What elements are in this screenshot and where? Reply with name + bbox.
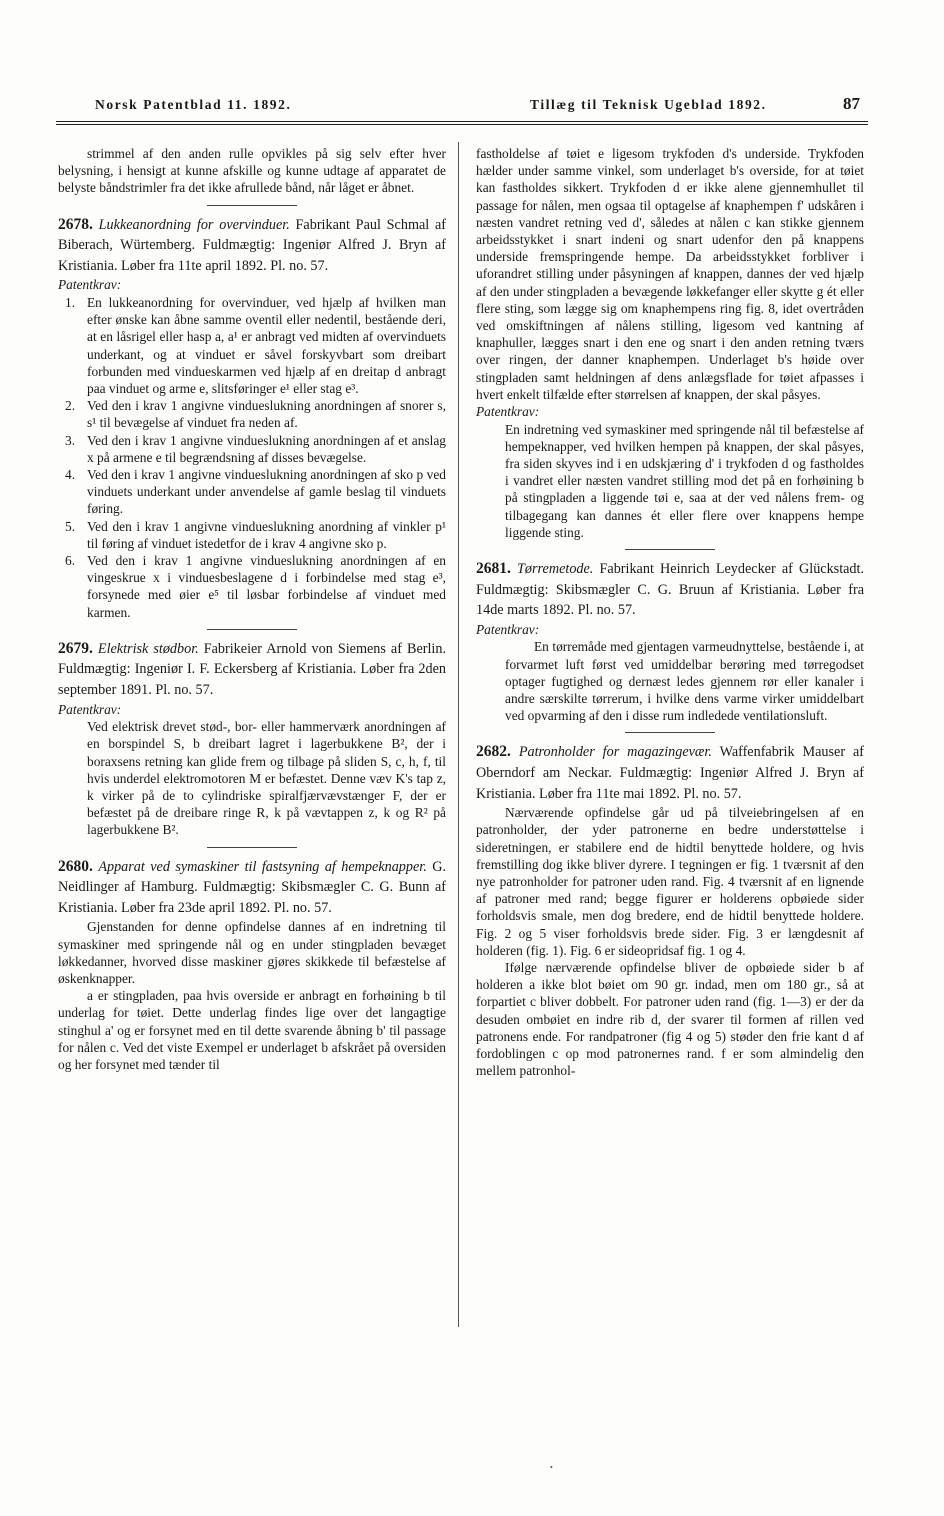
- patent-number: 2678.: [58, 215, 93, 233]
- patent-entry-2682: [476, 742, 864, 1079]
- claim-item: [65, 397, 446, 431]
- header-rule-bottom: [56, 124, 868, 125]
- patent-applicant: Fabrikant Heinrich Leydecker af Glückstadt. Fuldmægtig: Skibsmægler C. G. Bruun af Kristiania. Løber fra 14de marts 1892. Pl. no. 57.: [476, 561, 865, 619]
- patentkrav-label: Patentkrav:: [58, 277, 122, 293]
- body-paragraph: a er stingpladen, paa hvis overside er anbragt en forhøining b til underlag for tøiet. Dette underlag findes lige over det langagtige stinghul a' og er forsynet med en til dette svarende åbning b' til passage for nålen c. Ved det viste Exempel er underlaget b afskrået på oversiden og her forsynet med tænder til: [58, 988, 446, 1073]
- claim-number: 6.: [65, 553, 76, 569]
- print-speck: •: [550, 1463, 553, 1472]
- claim-text: Ved den i krav 1 angivne vindueslukning anordningen af sko p ved vinduets underkant under anvendelse af gamle beslag til vinduets føring.: [87, 467, 446, 517]
- patent-number: 2682.: [476, 743, 511, 761]
- entry-heading: [476, 559, 864, 621]
- section-separator: [625, 549, 715, 550]
- entry-heading: [58, 857, 446, 919]
- patent-title: Apparat ved symaskiner til fastsyning af hempeknapper.: [98, 858, 427, 875]
- claim-text: Ved elektrisk drevet stød-, bor- eller hammerværk anordningen af en borspindel S, b dreibart lagret i lagerbukkene B², der i boraxsens retning kan glide frem og tilbage på sliden S, c, h, f, til hvis underdel elektromotoren M er befæstet. Denne væv K's tap z, k virker på de to cylindriske spiralfjærvævstænger F, der er befæstet på de dreibare ringe R, k på vævtappen z, k og R² på lagerbukkene B².: [87, 719, 446, 838]
- claim-item: [65, 466, 446, 518]
- patent-applicant: G. Neidlinger af Hamburg. Fuldmægtig: Skibsmægler C. G. Bunn af Kristiania. Løber fra 23de april 1892. Pl. no. 57.: [58, 858, 447, 916]
- section-separator: [207, 629, 297, 630]
- claims-list: [58, 294, 446, 621]
- claim-text: Ved den i krav 1 angivne vindueslukning anordningen af snorer s, s¹ til bevægelse af vinduet fra neden af.: [87, 398, 446, 431]
- patent-entry-2681: [476, 559, 864, 724]
- body-paragraph: Nærværende opfindelse går ud på tilveiebringelsen af en patronholder, der yder patronerne en bedre understøttelse i sideretningen, er stabilere end de hidtil benyttede holdere, og hvis fremstilling dog ikke bliver dyrere. I tegningen er fig. 1 tværsnit af den nye patronholder for patroner uden rand. Fig. 4 tværsnit af en lignende af patroner med rand; begge figurer er holderens opbøiede sider forholdsvis smale, men dog bredere, end de hidtil benyttede holdere. Fig. 2 og 5 viser forholdsvis brede sider. Fig. 3 er længdesnit af holderen (fig. 1). Fig. 6 er sideopridsaf fig. 1 og 4.: [476, 805, 864, 958]
- running-header-right: Tillæg til Teknisk Ugeblad 1892.: [530, 97, 767, 112]
- claim-number: 2.: [65, 398, 76, 414]
- patentkrav-label: Patentkrav:: [58, 701, 122, 717]
- patent-entry-2679: [58, 639, 446, 839]
- patent-applicant: Fabrikeier Arnold von Siemens af Berlin. Fuldmægtig: Ingeniør I. F. Eckersberg af Kristiania. Løber fra 2den september 1891. Pl. no. 57.: [58, 640, 446, 699]
- left-column: [58, 145, 446, 1073]
- claim-text: En lukkeanordning for overvinduer, ved hjælp af hvilken man efter ønske kan åbne samme oventil eller nedentil, bestående deri, at en låsrigel eller hasp a, a¹ er anbragt ved midten af overvinduets underkant, og at vinduet er såvel forskyvbart som dreibart forbunden med vindueskarmen ved hjælp af en dreitap d anbragt paa vinduet og arme e, slitsføringer e¹ eller stag e³.: [87, 294, 446, 396]
- patent-number: 2680.: [58, 857, 93, 875]
- entry-heading: [58, 639, 446, 701]
- patent-title: Tørremetode.: [517, 561, 594, 578]
- patent-number: 2679.: [58, 639, 93, 657]
- header-rule-top: [56, 121, 868, 122]
- patentkrav-label: Patentkrav:: [476, 621, 540, 637]
- continuation-text: fastholdelse af tøiet e ligesom trykfoden d's underside. Trykfoden hælder under samme vinkel, som underlaget b's overside, for at tøiet kan fastholdes sikkert. Trykfoden d er ikke alene gjennemhullet til passage for nålen, men ogsaa til optagelse af knaphempen f' udskåren i næsten vandret retning ved d', således at nålen c kan stikke gjennem arbeidsstykket i snart indeni og snart udenfor den på knappens underside fremspringende hempe. Da arbeidsstykket forbliver i uforandret stilling under påsyningen af knappen, dannes der ved hjælp af den under stingpladen a bevægende løkkefanger eller skytte g ét eller flere sting, som lægge sig om knaphempens ring fig. 8, idet overtråden ved omskiftningen af nålens stilling, ligesom ved kantning af knaphuller, lægges snart i den ene og snart i den anden retning tværs over ringen, der danner knaphempen. Underlaget b's høide over stingpladen samt heldningen af dens anlægsflade for tøiet afpasses i hvert enkelt tilfælde efter størrelsen af knappen, der skal påsyes.: [476, 146, 864, 402]
- patent-title: Patronholder for magazingevær.: [518, 744, 712, 761]
- claim-item: [65, 294, 446, 397]
- claim-text: Ved den i krav 1 angivne vindueslukning anordning af vinkler p¹ til føring af vinduet istedetfor de i krav 4 angivne sko p.: [87, 518, 446, 551]
- patent-title: Elektrisk stødbor.: [97, 640, 199, 657]
- right-column: [476, 145, 864, 1079]
- entry-heading: [58, 215, 446, 277]
- patentkrav-label: Patentkrav:: [476, 404, 540, 420]
- section-separator: [625, 732, 715, 733]
- claim-text: En tørremåde med gjentagen varmeudnyttelse, bestående i, at forvarmet luft først ved umiddelbar berøring med tørregodset optager fugtighed og dernæst ledes gjennem rør eller kanaler i andre særskilte tørrerum, i hvilke dens varme virker umiddelbart ved opvarming af den i disse rum indledede ventilationsluft.: [505, 639, 864, 724]
- claim-item: [65, 552, 446, 621]
- column-divider: [458, 142, 459, 1327]
- claim-text: Ved den i krav 1 angivne vindueslukning anordningen af en vingeskrue x i vinduesbeslagene d i forbindelse med stag e³, forsynede med øier e⁵ til løsbar forbindelse af vinduet med karmen.: [87, 553, 446, 620]
- patent-number: 2681.: [476, 560, 511, 578]
- entry-heading: [476, 742, 864, 804]
- claim-item: [65, 432, 446, 466]
- patent-applicant: Fabrikant Paul Schmal af Biberach, Würtemberg. Fuldmægtig: Ingeniør Alfred J. Bryn af Kristiania. Løber fra 11te april 1892. Pl. no. 57.: [58, 216, 447, 274]
- patent-entry-2678: [58, 215, 446, 621]
- claim-item: [65, 518, 446, 552]
- claim-text: Ved den i krav 1 angivne vindueslukning anordningen af et anslag x på armene e til begrændsning af disses bevægelse.: [87, 432, 446, 465]
- claim-number: 5.: [65, 518, 76, 534]
- claim-text: En indretning ved symaskiner med springende nål til befæstelse af hempeknapper, ved hvilken hempen på knappen, der skal påsyes, fra siden skyves ind i en udskjæring d' i trykfoden d og fastholdes i vandret eller næsten vandret stilling mod det på en forhøining b på stingpladen a liggende tøi e, saa at der ved nålens frem- og tilbagegang kan dannes ét eller flere over knappens hempe liggende sting.: [505, 421, 864, 540]
- continuation-text: strimmel af den anden rulle opvikles på sig selv efter hver belysning, i hensigt at kunne afskille og kunne udtage af apparatet de belyste båndstrimler fra det ikke afrullede bånd, når låget er åbnet.: [58, 146, 446, 196]
- patent-entry-2680: [58, 857, 446, 1074]
- section-separator: [207, 205, 297, 206]
- claim-number: 3.: [65, 432, 76, 448]
- patent-applicant: Waffenfabrik Mauser af Oberndorf am Neckar. Fuldmægtig: Ingeniør Alfred J. Bryn af Kristiania. Løber fra 11te mai 1892. Pl. no. 57.: [476, 744, 864, 802]
- claim-number: 4.: [65, 467, 76, 483]
- section-separator: [207, 847, 297, 848]
- claim-number: 1.: [65, 294, 76, 310]
- page-number: 87: [843, 94, 860, 113]
- body-paragraph: Gjenstanden for denne opfindelse dannes af en indretning til symaskiner med springende nål og en under stingpladen bevæget løkkedanner, hvorved disse maskiner gjøres skikkede til befæstelse af øskenknapper.: [58, 919, 446, 987]
- body-paragraph: Ifølge nærværende opfindelse bliver de opbøiede sider b af holderen a ikke blot bøiet om 90 gr. indad, men om 180 gr., så at forpartiet c bliver dobbelt. For patroner uden rand (fig. 1—3) er der da desuden ombøiet en indre rib d, der svarer til formen af rillen ved patronens ende. For randpatroner (fig 4 og 5) støder den frie kant d af fordoblingen c op mod patronernes rand. f er som almindelig den mellem patronhol-: [476, 960, 864, 1079]
- patent-title: Lukkeanordning for overvinduer.: [98, 216, 290, 233]
- running-header-left: Norsk Patentblad 11. 1892.: [95, 97, 292, 112]
